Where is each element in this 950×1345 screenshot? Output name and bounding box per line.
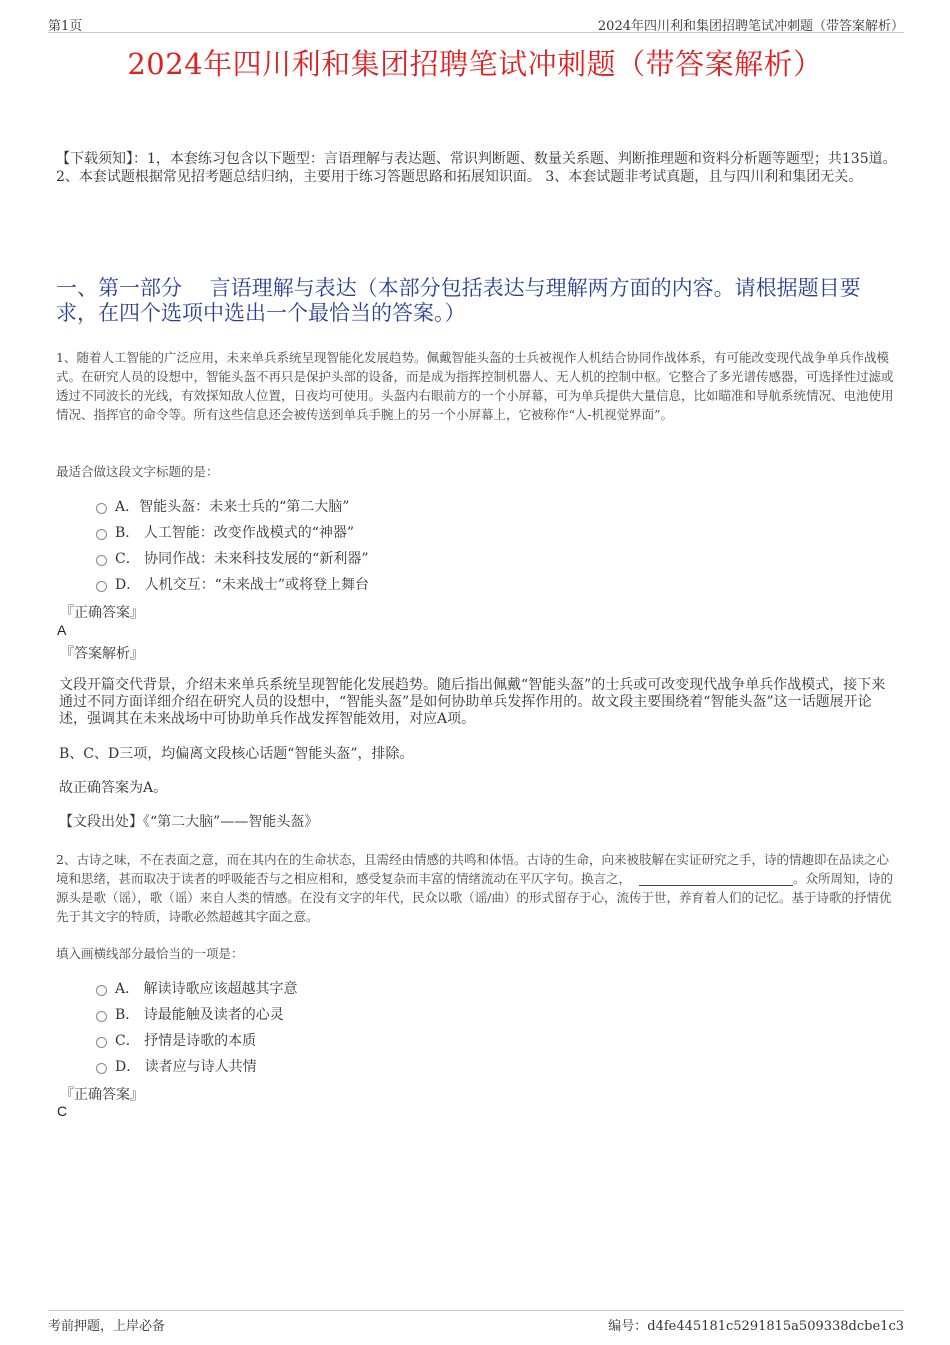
q2-text-before: 2、古诗之味，不在表面之意，而在其内在的生命状态，且需经由情感的共鸣和体悟。古诗的生命，向来被肢解在实证研究之手，诗的情趣即在品读之心境和思绪，甚而取决于读者的呼吸能否与之相应相和，感受复杂而丰富的情绪流动在平仄字句。换言之， [56,852,889,886]
radio-icon[interactable] [96,1011,107,1022]
download-notice: 【下载须知】：1，本套练习包含以下题型：言语理解与表达题、常识判断题、数量关系题、判断推理题和资料分析题等题型；共135道。 2、本套试题根据常见招考题总结归纳，主要用于练习答题思路和拓展知识面。 3、本套试题非考试真题，且与四川利和集团无关。 [56,151,897,185]
question-2-text [56,850,901,926]
option-label: C． 抒情是诗歌的本质 [115,1033,257,1049]
option-label: B． 人工智能：改变作战模式的“神器” [115,525,355,541]
page-footer [48,1310,904,1333]
section-heading: 一、第一部分 言语理解与表达（本部分包括表达与理解两方面的内容。请根据题目要求，在四个选项中选出一个最恰当的答案。） [56,276,861,325]
q1-analysis-paragraph: 故正确答案为A。 [59,780,168,796]
q1-answer: A [57,622,67,638]
option-label: A．智能头盔：未来士兵的“第二大脑” [115,499,350,515]
q1-analysis-label: 『答案解析』 [60,646,144,662]
page-header [48,12,904,33]
option-label: D． 人机交互：“未来战士”或将登上舞台 [115,577,369,593]
page-number: 第1页 [48,19,83,34]
footer-doc-id: 编号：d4fe445181c5291815a509338dcbe1c3 [608,1319,904,1334]
radio-icon[interactable] [96,1063,107,1074]
q1-analysis-paragraph: 文段开篇交代背景，介绍未来单兵系统呈现智能化发展趋势。随后指出佩戴“智能头盔”的士兵或可改变现代战争单兵作战模式，接下来通过不同方面详细介绍在研究人员的设想中，“智能头盔”是如何协助单兵发挥作用的。故文段主要围绕着“智能头盔”这一话题展开论述，强调其在未来战场中可协助单兵作战发挥智能效用，对应A项。 [59,677,886,727]
question-1-text: 1、随着人工智能的广泛应用，未来单兵系统呈现智能化发展趋势。佩戴智能头盔的士兵被视作人机结合协同作战体系，有可能改变现代战争单兵作战模式。在研究人员的设想中，智能头盔不再只是保护头部的设备，而是成为指挥控制机器人、无人机的控制中枢。它整合了多光谱传感器，可选择性过滤或透过不同波长的光线，有效探知敌人位置，日夜均可使用。头盔内右眼前方的一个小屏幕，可为单兵提供大量信息，比如瞄准和导航系统情况、电池使用情况、指挥官的命令等。所有这些信息还会被传送到单兵手腕上的另一个小屏幕上，它被称作“人-机视觉界面”。 [56,350,894,422]
q2-option-b[interactable] [96,1004,284,1024]
q2-option-d[interactable] [96,1056,257,1076]
q2-answer-label: 『正确答案』 [60,1087,144,1103]
fill-blank [639,873,793,886]
radio-icon[interactable] [96,581,107,592]
radio-icon[interactable] [96,555,107,566]
radio-icon[interactable] [96,1037,107,1048]
q1-source: 【文段出处】《“第二大脑”——智能头盔》 [59,814,319,830]
q2-answer: C [57,1103,68,1119]
page-title: 2024年四川利和集团招聘笔试冲刺题（带答案解析） [127,47,823,81]
q1-option-c[interactable] [96,548,368,568]
q1-option-b[interactable] [96,522,354,542]
question-1-prompt: 最适合做这段文字标题的是： [56,464,219,479]
option-label: A． 解读诗歌应该超越其字意 [115,981,298,997]
option-label: D． 读者应与诗人共情 [115,1059,257,1075]
radio-icon[interactable] [96,985,107,996]
q2-option-a[interactable] [96,978,298,998]
q2-text-after: 。众所周知，诗的源头是歌（谣），歌（谣）来自人类的情感。在没有文字的年代，民众以歌（谣/曲）的形式留存于心，流传于世，养育着人们的记忆。基于诗歌的抒情优先于其文字的特质，诗歌必然超越其字面之意。 [56,871,894,924]
q1-analysis-paragraph: B、C、D三项，均偏离文段核心话题“智能头盔”，排除。 [59,746,414,762]
option-label: C． 协同作战：未来科技发展的“新利器” [115,551,369,567]
option-label: B． 诗最能触及读者的心灵 [115,1007,284,1023]
q2-option-c[interactable] [96,1030,256,1050]
radio-icon[interactable] [96,529,107,540]
q1-option-d[interactable] [96,574,369,594]
header-doc-title: 2024年四川利和集团招聘笔试冲刺题（带答案解析） [597,19,904,34]
q1-answer-label: 『正确答案』 [60,605,144,621]
radio-icon[interactable] [96,503,107,514]
q1-option-a[interactable] [96,496,349,516]
footer-slogan: 考前押题，上岸必备 [48,1319,166,1334]
question-2-prompt: 填入画横线部分最恰当的一项是： [56,946,244,961]
